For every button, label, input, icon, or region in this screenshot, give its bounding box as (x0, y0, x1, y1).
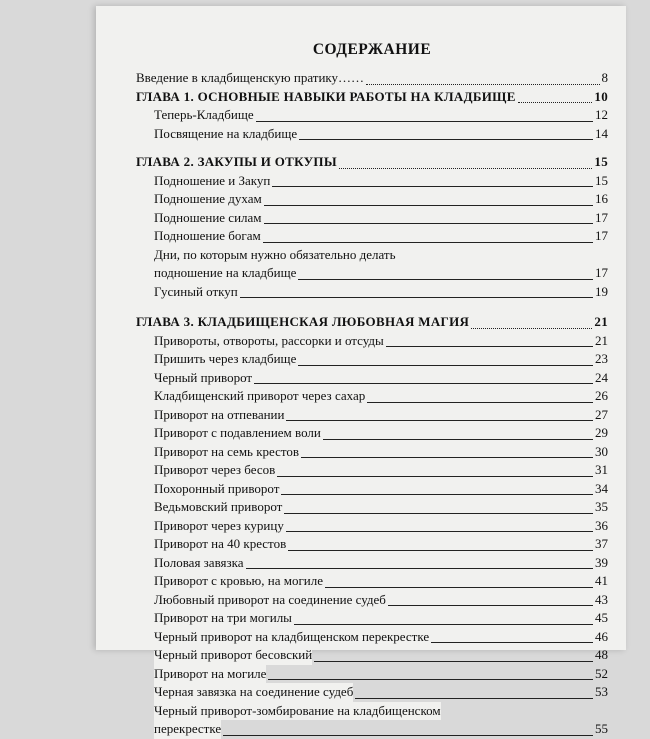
toc-page-number: 16 (595, 191, 608, 206)
toc-entry[interactable] (136, 125, 608, 144)
toc-entry[interactable] (136, 406, 608, 425)
toc-entry[interactable] (136, 609, 608, 628)
toc-entry-text: Ведьмовский приворот (154, 498, 282, 517)
toc-entry-text: Приворот через бесов (154, 461, 275, 480)
leader-line (471, 327, 592, 329)
toc-entry-text: Любовный приворот на соединение судеб (154, 591, 386, 610)
toc-page-number: 26 (595, 388, 608, 403)
toc-entry-text: Подношение и Закуп (154, 172, 270, 191)
toc-page-number: 17 (595, 228, 608, 243)
leader-line (286, 530, 593, 532)
toc-entry[interactable] (136, 498, 608, 517)
leader-line (386, 345, 593, 347)
toc-entry-text: Теперь-Кладбище (154, 106, 254, 125)
toc-entry-text: Черный приворот бесовский (154, 646, 312, 665)
leader-line (294, 623, 593, 625)
leader-line (323, 438, 593, 440)
toc-entry-text: Приворот на три могилы (154, 609, 292, 628)
toc-entry[interactable] (136, 424, 608, 443)
toc-entry[interactable] (136, 535, 608, 554)
leader-line (256, 120, 593, 122)
toc-entry-text: Дни, по которым нужно обязательно делать (154, 246, 396, 265)
toc-entry[interactable] (136, 264, 608, 283)
toc-page-number: 21 (595, 332, 608, 348)
toc-entry[interactable] (136, 369, 608, 388)
toc-page-number: 21 (594, 314, 608, 329)
toc-entry[interactable] (136, 209, 608, 228)
leader-line (366, 83, 599, 85)
toc-entry[interactable] (136, 106, 608, 125)
leader-line (284, 512, 593, 514)
toc-entry[interactable] (136, 628, 608, 647)
toc-page-number: 15 (595, 172, 608, 188)
toc-list (136, 69, 608, 739)
toc-page-number: 34 (595, 480, 608, 496)
toc-entry-text: Половая завязка (154, 554, 244, 573)
leader-line (272, 185, 593, 187)
page-title: СОДЕРЖАНИЕ (312, 41, 432, 58)
book-page (96, 6, 626, 736)
leader-line (314, 660, 593, 662)
toc-page-number: 15 (594, 154, 608, 169)
toc-page-number: 27 (595, 406, 608, 422)
toc-page-number: 19 (595, 283, 608, 299)
leader-line (431, 641, 593, 643)
toc-entry-text: Гусиный откуп (154, 283, 238, 302)
leader-line (298, 278, 593, 280)
leader-line (254, 382, 593, 384)
leader-line (246, 567, 593, 569)
toc-page-number: 24 (595, 369, 608, 385)
toc-page-number: 39 (595, 554, 608, 570)
leader-line (325, 586, 593, 588)
toc-page-number: 12 (595, 107, 608, 122)
toc-entry-text: Кладбищенский приворот через сахар (154, 387, 365, 406)
toc-entry-text: Черный приворот (154, 369, 252, 388)
toc-entry[interactable] (136, 572, 608, 591)
toc-page-number: 52 (595, 665, 608, 681)
toc-entry-text: Черный приворот-зомбирование на кладбищенском (154, 702, 441, 721)
leader-line (301, 456, 593, 458)
section-spacer (136, 301, 608, 313)
toc-entry[interactable] (136, 683, 608, 702)
toc-page-number: 31 (595, 462, 608, 477)
toc-entry-text: Подношение богам (154, 227, 261, 246)
toc-page-number: 35 (595, 499, 608, 514)
toc-entry[interactable] (136, 554, 608, 573)
leader-line (240, 296, 593, 298)
chapter-heading: ГЛАВА 1. ОСНОВНЫЕ НАВЫКИ РАБОТЫ НА КЛАДБИЩЕ (136, 88, 516, 107)
toc-entry[interactable] (136, 332, 608, 351)
toc-entry-text: Приворот через курицу (154, 517, 284, 536)
toc-entry[interactable] (136, 646, 608, 665)
toc-page-number: 23 (595, 351, 608, 366)
toc-entry[interactable] (136, 172, 608, 191)
section-spacer (136, 143, 608, 153)
leader-line (518, 101, 593, 103)
toc-entry-text: Приворот с подавлением воли (154, 424, 321, 443)
toc-page-number: 37 (595, 536, 608, 551)
leader-line (286, 419, 593, 421)
leader-line (367, 401, 593, 403)
toc-page-number: 43 (595, 591, 608, 607)
leader-line (355, 697, 593, 699)
table-of-contents (136, 40, 608, 739)
leader-line (398, 260, 607, 261)
toc-entry-text: Похоронный приворот (154, 480, 279, 499)
leader-line (298, 364, 593, 366)
toc-entry[interactable] (136, 350, 608, 369)
toc-page-number: 55 (595, 721, 608, 736)
leader-line (443, 716, 606, 717)
toc-entry-text: Приворот с кровью, на могиле (154, 572, 323, 591)
toc-entry-text: Подношение духам (154, 190, 262, 209)
toc-entry[interactable] (136, 387, 608, 406)
toc-page-number: 45 (595, 610, 608, 625)
toc-entry-text: Черная завязка на соединение судеб (154, 683, 353, 702)
toc-page-number: 36 (595, 517, 608, 533)
toc-entry[interactable] (136, 665, 608, 684)
toc-entry-text: Подношение силам (154, 209, 262, 228)
toc-entry-text: перекрестке (154, 720, 221, 739)
toc-entry-text: Привороты, отвороты, рассорки и отсуды (154, 332, 384, 351)
toc-page-number: 53 (595, 684, 608, 699)
toc-page-number: 29 (595, 425, 608, 440)
leader-line (388, 604, 593, 606)
chapter-heading: ГЛАВА 3. КЛАДБИЩЕНСКАЯ ЛЮБОВНАЯ МАГИЯ (136, 313, 469, 332)
toc-page-number: 8 (601, 70, 608, 85)
leader-line (263, 241, 593, 243)
toc-entry[interactable] (136, 227, 608, 246)
toc-entry-text: Приворот на отпевании (154, 406, 284, 425)
toc-chapter-2[interactable] (136, 153, 608, 172)
chapter-heading: ГЛАВА 2. ЗАКУПЫ И ОТКУПЫ (136, 153, 337, 172)
toc-entry-text: Приворот на семь крестов (154, 443, 299, 462)
toc-entry-text: Пришить через кладбище (154, 350, 296, 369)
toc-page-number: 48 (595, 647, 608, 662)
leader-line (264, 204, 593, 206)
toc-entry[interactable] (136, 283, 608, 302)
leader-line (288, 549, 593, 551)
toc-entry[interactable] (136, 702, 608, 721)
toc-page-number: 46 (595, 628, 608, 644)
toc-entry-text: Приворот на 40 крестов (154, 535, 286, 554)
leader-line (339, 167, 593, 169)
toc-entry[interactable] (136, 246, 608, 265)
leader-line (268, 678, 593, 680)
toc-entry[interactable] (136, 517, 608, 536)
toc-entry-text: подношение на кладбище (154, 264, 296, 283)
toc-entry-text: Посвящение на кладбище (154, 125, 297, 144)
toc-entry[interactable] (136, 720, 608, 739)
leader-line (264, 222, 593, 224)
toc-chapter-1[interactable] (136, 88, 608, 107)
leader-line (299, 138, 593, 140)
leader-line (223, 734, 593, 736)
toc-page-number: 14 (595, 125, 608, 141)
toc-entry[interactable] (136, 591, 608, 610)
toc-chapter-3[interactable] (136, 313, 608, 332)
toc-entry[interactable] (136, 443, 608, 462)
toc-entry[interactable] (136, 190, 608, 209)
toc-entry-text: Черный приворот на кладбищенском перекрестке (154, 628, 429, 647)
leader-line (281, 493, 593, 495)
leader-line (277, 475, 593, 477)
toc-page-number: 10 (594, 88, 608, 104)
toc-page-number: 17 (595, 209, 608, 225)
toc-entry[interactable] (136, 461, 608, 480)
toc-page-number: 30 (595, 443, 608, 459)
toc-entry[interactable] (136, 480, 608, 499)
toc-entry-text: Приворот на могиле (154, 665, 266, 684)
toc-entry-text: Введение в кладбищенскую пратику…… (136, 69, 364, 88)
toc-entry-intro[interactable] (136, 69, 608, 88)
toc-page-number: 17 (595, 265, 608, 280)
toc-page-number: 41 (595, 573, 608, 588)
